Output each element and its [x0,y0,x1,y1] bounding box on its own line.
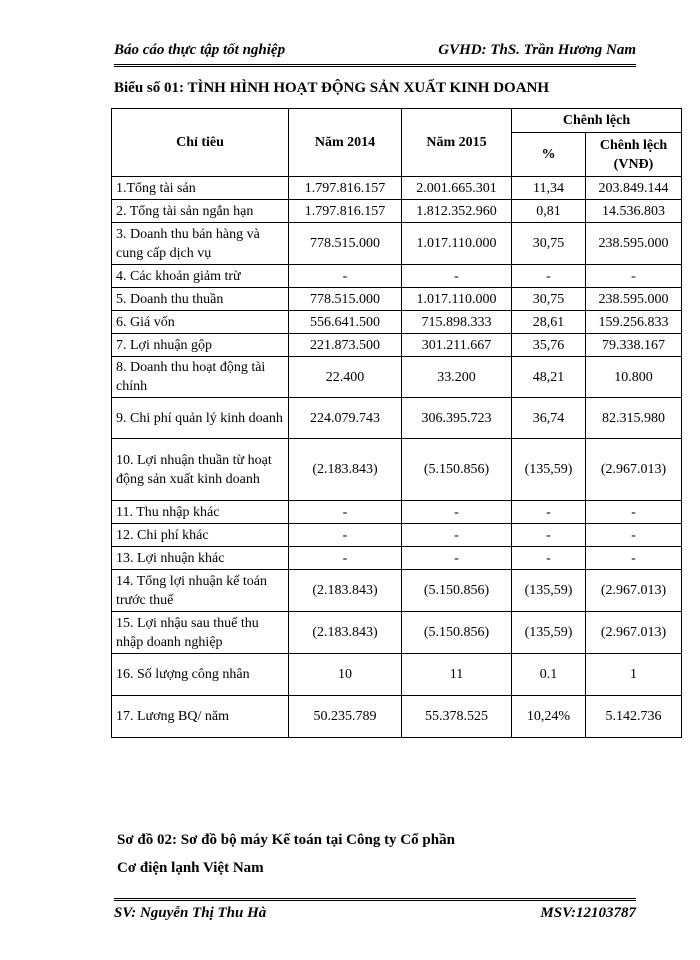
row-vnd-change: 203.849.144 [586,177,682,200]
row-percent-change: 28,61 [512,311,586,334]
row-vnd-change: - [586,501,682,524]
row-percent-change: 10,24% [512,696,586,738]
row-value-2014: - [289,524,402,547]
row-percent-change: 36,74 [512,398,586,439]
table-row [112,311,682,334]
page-header [114,40,636,67]
table-body [112,177,682,738]
table-row [112,570,682,612]
table-row [112,200,682,223]
row-vnd-change: - [586,524,682,547]
row-indicator: 15. Lợi nhậu sau thuế thu nhập doanh nghiệp [112,612,289,654]
row-value-2014: 778.515.000 [289,288,402,311]
row-value-2015: (5.150.856) [402,570,512,612]
row-indicator: 9. Chi phí quản lý kinh doanh [112,398,289,439]
row-value-2014: - [289,547,402,570]
row-value-2014: (2.183.843) [289,612,402,654]
row-indicator: 8. Doanh thu hoạt động tài chính [112,357,289,398]
row-vnd-change: 238.595.000 [586,288,682,311]
table-row [112,696,682,738]
row-vnd-change: 14.536.803 [586,200,682,223]
row-value-2015: 55.378.525 [402,696,512,738]
row-value-2014: 1.797.816.157 [289,200,402,223]
row-vnd-change: 82.315.980 [586,398,682,439]
row-value-2015: - [402,265,512,288]
business-performance-table [111,108,682,738]
row-vnd-change: - [586,265,682,288]
header-percent: % [512,133,586,177]
row-value-2014: - [289,501,402,524]
student-name: SV: Nguyễn Thị Thu Hà [114,905,267,921]
row-indicator: 14. Tổng lợi nhuận kế toán trước thuế [112,570,289,612]
table-row [112,177,682,200]
row-value-2015: 1.017.110.000 [402,288,512,311]
row-value-2015: - [402,524,512,547]
row-value-2014: 1.797.816.157 [289,177,402,200]
row-vnd-change: 159.256.833 [586,311,682,334]
row-vnd-change: (2.967.013) [586,612,682,654]
row-vnd-change: - [586,547,682,570]
row-value-2014: 778.515.000 [289,223,402,265]
row-indicator: 7. Lợi nhuận gộp [112,334,289,357]
row-indicator: 13. Lợi nhuận khác [112,547,289,570]
row-percent-change: (135,59) [512,612,586,654]
row-percent-change: - [512,524,586,547]
table-title: Biểu số 01: TÌNH HÌNH HOẠT ĐỘNG SẢN XUẤT KINH DOANH [114,80,550,96]
row-vnd-change: (2.967.013) [586,439,682,501]
row-indicator: 1.Tổng tài sản [112,177,289,200]
row-value-2015: 33.200 [402,357,512,398]
row-indicator: 16. Số lượng công nhân [112,654,289,696]
supervisor-header: GVHD: ThS. Trần Hương Nam [438,42,636,58]
row-percent-change: (135,59) [512,570,586,612]
row-vnd-change: 1 [586,654,682,696]
table-row [112,334,682,357]
row-indicator: 10. Lợi nhuận thuần từ hoạt động sản xuất kinh doanh [112,439,289,501]
row-indicator: 4. Các khoản giảm trừ [112,265,289,288]
row-vnd-change: 238.595.000 [586,223,682,265]
table-row [112,288,682,311]
row-value-2014: (2.183.843) [289,570,402,612]
table-row [112,439,682,501]
row-indicator: 12. Chi phí khác [112,524,289,547]
section-title-line1: Sơ đồ 02: Sơ đồ bộ máy Kế toán tại Công ty Cổ phần [117,832,455,848]
table-row [112,265,682,288]
row-percent-change: (135,59) [512,439,586,501]
row-percent-change: 48,21 [512,357,586,398]
row-percent-change: 30,75 [512,288,586,311]
row-value-2015: 1.017.110.000 [402,223,512,265]
row-percent-change: 0,81 [512,200,586,223]
row-percent-change: 0.1 [512,654,586,696]
row-value-2015: 2.001.665.301 [402,177,512,200]
row-value-2014: 556.641.500 [289,311,402,334]
row-indicator: 2. Tổng tài sản ngắn hạn [112,200,289,223]
table-row [112,398,682,439]
row-indicator: 11. Thu nhập khác [112,501,289,524]
row-indicator: 6. Giá vốn [112,311,289,334]
student-id: MSV:12103787 [540,905,636,921]
table-row [112,547,682,570]
row-value-2014: 10 [289,654,402,696]
row-value-2014: 224.079.743 [289,398,402,439]
row-percent-change: 35,76 [512,334,586,357]
table-row [112,357,682,398]
row-vnd-change: 79.338.167 [586,334,682,357]
row-value-2014: 22.400 [289,357,402,398]
row-percent-change: 30,75 [512,223,586,265]
header-year-2014: Năm 2014 [289,109,402,177]
row-vnd-change: 5.142.736 [586,696,682,738]
row-value-2015: 306.395.723 [402,398,512,439]
row-indicator: 17. Lương BQ/ năm [112,696,289,738]
header-difference: Chênh lệch [512,109,682,133]
table-row [112,524,682,547]
row-value-2015: (5.150.856) [402,439,512,501]
table-row [112,612,682,654]
row-indicator: 5. Doanh thu thuần [112,288,289,311]
row-value-2015: - [402,547,512,570]
table-row [112,654,682,696]
row-percent-change: - [512,265,586,288]
row-indicator: 3. Doanh thu bán hàng và cung cấp dịch vụ [112,223,289,265]
header-year-2015: Năm 2015 [402,109,512,177]
page-footer [114,898,636,923]
row-percent-change: 11,34 [512,177,586,200]
row-value-2015: 301.211.667 [402,334,512,357]
row-value-2014: 221.873.500 [289,334,402,357]
row-percent-change: - [512,501,586,524]
report-title-header: Báo cáo thực tập tốt nghiệp [114,42,286,58]
row-value-2015: 715.898.333 [402,311,512,334]
section-title-line2: Cơ điện lạnh Việt Nam [117,860,264,876]
row-percent-change: - [512,547,586,570]
row-value-2015: 11 [402,654,512,696]
row-value-2015: 1.812.352.960 [402,200,512,223]
header-difference-vnd: Chênh lệch (VNĐ) [586,133,682,177]
row-value-2015: - [402,501,512,524]
header-indicator: Chỉ tiêu [112,109,289,177]
row-vnd-change: (2.967.013) [586,570,682,612]
row-value-2014: - [289,265,402,288]
row-value-2014: (2.183.843) [289,439,402,501]
table-row [112,501,682,524]
row-value-2014: 50.235.789 [289,696,402,738]
row-vnd-change: 10.800 [586,357,682,398]
row-value-2015: (5.150.856) [402,612,512,654]
table-row [112,223,682,265]
